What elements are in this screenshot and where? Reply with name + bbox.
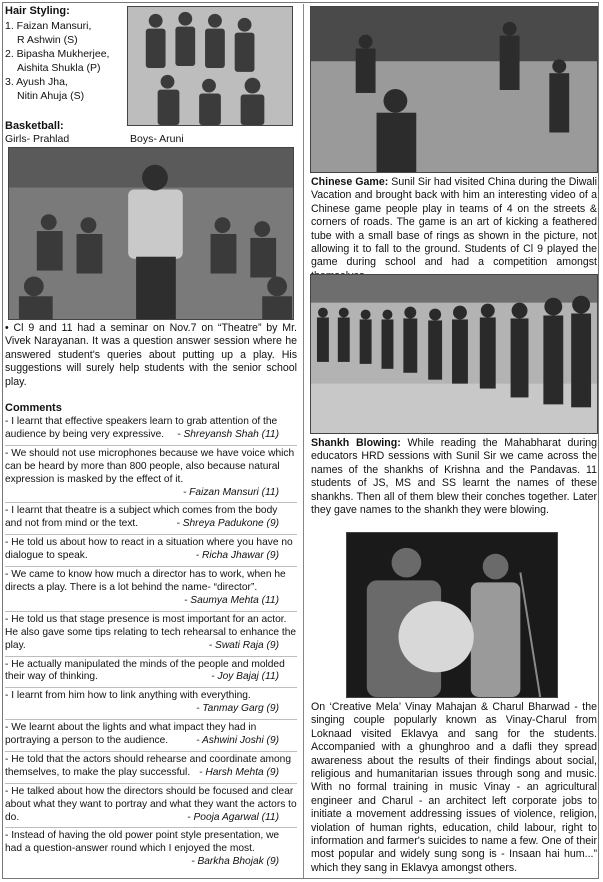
comment-author: - Ashwini Joshi (9)	[196, 735, 279, 747]
comment-item	[5, 656, 297, 688]
comment-item	[5, 783, 297, 828]
hair-entry: 3. Ayush Jha,	[5, 76, 68, 88]
comment-author: - Tanmay Garg (9)	[196, 703, 279, 715]
comments-title: Comments	[5, 402, 62, 414]
chinese-game-paragraph	[311, 176, 597, 283]
comment-text: - I learnt that effective speakers learn to grab attention of the audience by being very expressive.	[5, 416, 278, 440]
comment-author: - Shreyansh Shah (11)	[177, 428, 279, 440]
comments-list	[5, 416, 297, 872]
comment-text: - We came to know how much a director has to work, when he directs a play. There is a lot behind the name- “director”.	[5, 569, 286, 593]
comment-text: - He actually manipulated the minds of the people and molded their way of thinking.	[5, 658, 285, 683]
comment-author: - Saumya Mehta (11)	[184, 594, 279, 606]
comment-author: - Faizan Mansuri (11)	[182, 486, 279, 498]
comment-text: - I learnt from him how to link anything with everything.	[5, 690, 251, 702]
hair-entry: 2. Bipasha Mukherjee,	[5, 48, 110, 60]
shankh-title: Shankh Blowing:	[311, 437, 401, 449]
hair-entry: R Ashwin (S)	[17, 34, 78, 46]
hair-styling-section	[5, 4, 123, 103]
comment-item	[5, 445, 297, 503]
comment-author: - Shreya Padukone (9)	[176, 518, 279, 530]
comment-author: - Pooja Agarwal (11)	[187, 811, 279, 823]
comment-author: - Harsh Mehta (9)	[199, 766, 279, 778]
seminar-paragraph: • Cl 9 and 11 had a seminar on Nov.7 on “Theatre” by Mr. Vivek Narayanan. It was a question answer session where he answered student's queries about putting up a play. His suggestions will surely help students with the senior school play.	[5, 322, 297, 388]
shankh-paragraph	[311, 437, 597, 517]
comment-item	[5, 827, 297, 872]
comment-text: - He told that the actors should rehearse and coordinate among themselves, to make the play successful.	[5, 753, 291, 778]
comment-item	[5, 719, 297, 751]
comment-author: - Barkha Bhojak (9)	[191, 856, 279, 868]
comment-text: - He talked about how the directors should be focused and clear about what they want to portray and what they want the actors to do.	[5, 785, 297, 823]
comment-item	[5, 751, 297, 783]
comment-item	[5, 566, 297, 611]
comment-text: - I learnt that theatre is a subject which comes from the body and not from mind or the text.	[5, 505, 278, 530]
chinese-game-text: Sunil Sir had visited China during the Diwali Vacation and brought back with him an interesting video of a Chinese game people play in teams of 4 on the streets & corners of roads. The game is an art of kicking a feathered tube with a small base of rings as shown in the picture, not allowing it to fall to the ground. Students of Cl 9 played the game during school and had a competition amongst	[311, 176, 597, 269]
creative-mela-photo	[346, 532, 558, 698]
chinese-game-title: Chinese Game:	[311, 176, 389, 188]
column-divider	[303, 4, 304, 878]
basketball-boys: Boys- Aruni	[130, 133, 184, 145]
comment-text: - Instead of having the old power point style presentation, we had a question-answer round which I enjoyed the most.	[5, 830, 280, 855]
comment-item	[5, 611, 297, 656]
hair-styling-photo	[127, 6, 293, 126]
comment-item	[5, 534, 297, 566]
hair-entry: Nitin Ahuja (S)	[17, 90, 85, 102]
hair-entry: 1. Faizan Mansuri,	[5, 20, 92, 32]
creative-mela-paragraph: On ‘Creative Mela’ Vinay Mahajan & Charul Bharwad - the singing couple popularly known as Vinay-Charul from Loknaad visited Eklavya and sang for the students. Accompanied with a ghunghroo and a dafli they spread awareness about the results of their findings about social, religious and humanitarian issues through song and music. With no formal training in music Vinay - an agricultural engineer and Charul - an architect left corporate jobs to initiate a movement addressing issues of violence, religion, violation of human rights, education, child labour, right to information and farmer's suicides to name a few. One of their most popular and widely sung song is - Insaan hai hum...” which they sang in Eklavya amongst others.	[311, 701, 597, 874]
basketball-section	[5, 120, 300, 146]
hair-styling-title: Hair Styling:	[5, 5, 70, 17]
comment-item	[5, 416, 297, 445]
comment-item	[5, 502, 297, 534]
comment-author: - Richa Jhawar (9)	[195, 550, 279, 562]
comment-author: - Swati Raja (9)	[208, 639, 279, 651]
comment-text: - We should not use microphones because we have voice which can be heard by more than 800 people, also because natural expression is masked by the effect of it.	[5, 447, 295, 485]
basketball-girls: Girls- Prahlad	[5, 133, 70, 145]
chinese-game-photo	[310, 6, 598, 173]
comment-item	[5, 687, 297, 719]
seminar-photo	[8, 147, 294, 320]
comment-text: - He told us that stage presence is most important for an actor. He also gave some tips relating to tech rehearsal to enhance the play.	[5, 613, 297, 651]
shankh-photo	[310, 274, 598, 434]
basketball-title: Basketball:	[5, 120, 64, 132]
shankh-text: While reading the Mahabharat during educators HRD sessions with Sunil Sir we came across the names of the shankhs of Krishna and the Pandavas. 11 students of JS, MS and SS learnt the names of these shankhs. Then all of them blew their conches together. Later they gave names to the shankh they were blowing.	[311, 437, 597, 517]
hair-entry: Aishita Shukla (P)	[17, 62, 101, 74]
comment-text: - We learnt about the lights and what impact they had in portraying a person to the audience.	[5, 722, 257, 747]
comment-author: - Joy Bajaj (11)	[211, 671, 279, 683]
comment-text: - He told us about how to react in a situation where you have no dialogue to speak.	[5, 537, 293, 562]
